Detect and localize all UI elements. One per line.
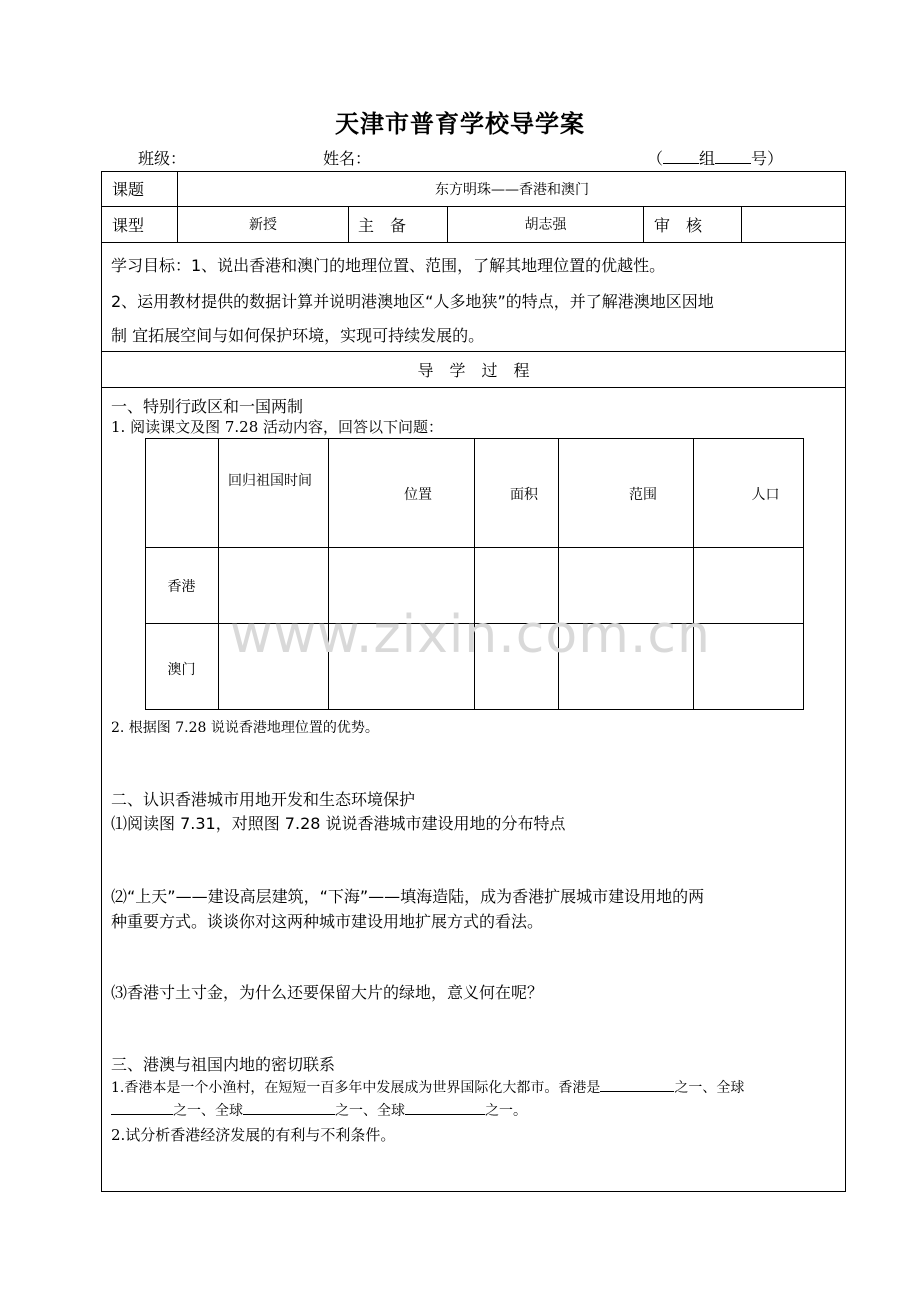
group-label: 组	[699, 149, 716, 168]
topic-value: 东方明珠——香港和澳门	[435, 181, 589, 198]
number-label: 号）	[751, 149, 784, 168]
objective-line-1: 学习目标：1、说出香港和澳门的地理位置、范围，了解其地理位置的优越性。	[111, 256, 666, 275]
table-row-hongkong: 香港	[167, 579, 196, 595]
table-col-divider	[558, 438, 559, 710]
group-number-field	[647, 146, 783, 169]
table-col-divider	[218, 438, 219, 710]
answer-blank[interactable]	[243, 1114, 335, 1115]
group-blank	[663, 163, 699, 164]
section2-heading: 二、认识香港城市用地开发和生态环境保护	[111, 790, 416, 809]
watermark: www.zixin.com.cn	[230, 605, 711, 665]
type-label: 课型	[112, 215, 145, 235]
section1-question-2: 2. 根据图 7.28 说说香港地理位置的优势。	[111, 720, 379, 736]
name-label: 姓名：	[323, 149, 372, 168]
row-divider	[101, 242, 846, 243]
table-header-area: 面积	[510, 487, 538, 503]
row-divider	[101, 387, 846, 388]
answer-blank[interactable]	[405, 1114, 485, 1115]
column-divider	[643, 206, 644, 242]
section1-heading: 一、特别行政区和一国两制	[111, 397, 304, 416]
reviewer-label: 审 核	[654, 215, 703, 235]
objective-line-3: 制 宜拓展空间与如何保护环境，实现可持续发展的。	[111, 326, 485, 345]
table-col-divider	[693, 438, 694, 710]
preparer-label: 主 备	[358, 215, 407, 235]
table-col-divider	[328, 438, 329, 710]
preparer-value: 胡志强	[524, 217, 567, 233]
table-header-return-time: 回归祖国时间	[228, 473, 312, 489]
table-row-macao: 澳门	[167, 662, 196, 678]
table-header-population: 人口	[751, 487, 780, 503]
table-col-divider	[474, 438, 475, 710]
section3-question-1-line-1	[111, 1077, 744, 1097]
section2-question-2-line-1: ⑵“上天”——建设高层建筑，“下海”——填海造陆，成为香港扩展城市建设用地的两	[111, 887, 705, 906]
column-divider	[348, 206, 349, 242]
table-header-extent: 范围	[629, 487, 657, 503]
section3-question-2: 2.试分析香港经济发展的有利与不利条件。	[111, 1126, 396, 1144]
q1-text-b: 之一、全球	[674, 1080, 745, 1096]
objective-line-2: 2、运用教材提供的数据计算并说明港澳地区“人多地狭”的特点，并了解港澳地区因地	[111, 292, 714, 311]
group-open: （	[647, 149, 664, 168]
section2-question-1: ⑴阅读图 7.31，对照图 7.28 说说香港城市建设用地的分布特点	[111, 814, 566, 833]
q1-text-a: 1.香港本是一个小渔村，在短短一百多年中发展成为世界国际化大都市。香港是	[111, 1080, 601, 1096]
reviewer-value	[742, 206, 846, 242]
type-value: 新授	[249, 217, 277, 233]
answer-blank[interactable]	[600, 1091, 674, 1092]
process-heading: 导 学 过 程	[417, 360, 530, 380]
q1-text-c: 之一、全球	[173, 1103, 243, 1119]
section3-question-1-line-2	[111, 1100, 527, 1120]
section3-heading: 三、港澳与祖国内地的密切联系	[111, 1055, 336, 1074]
topic-label: 课题	[112, 180, 145, 199]
answer-blank[interactable]	[111, 1114, 173, 1115]
q1-text-d: 之一、全球	[335, 1103, 405, 1119]
section1-question-1: 1. 阅读课文及图 7.28 活动内容，回答以下问题：	[111, 418, 444, 436]
q1-text-e: 之一。	[485, 1103, 527, 1119]
table-header-location: 位置	[404, 487, 432, 503]
number-blank	[715, 163, 751, 164]
section2-question-3: ⑶香港寸土寸金，为什么还要保留大片的绿地，意义何在呢？	[111, 983, 544, 1002]
class-label: 班级：	[138, 149, 187, 168]
document-title: 天津市普育学校导学案	[335, 110, 585, 138]
section2-question-2-line-2: 种重要方式。谈谈你对这两种城市建设用地扩展方式的看法。	[111, 912, 544, 931]
